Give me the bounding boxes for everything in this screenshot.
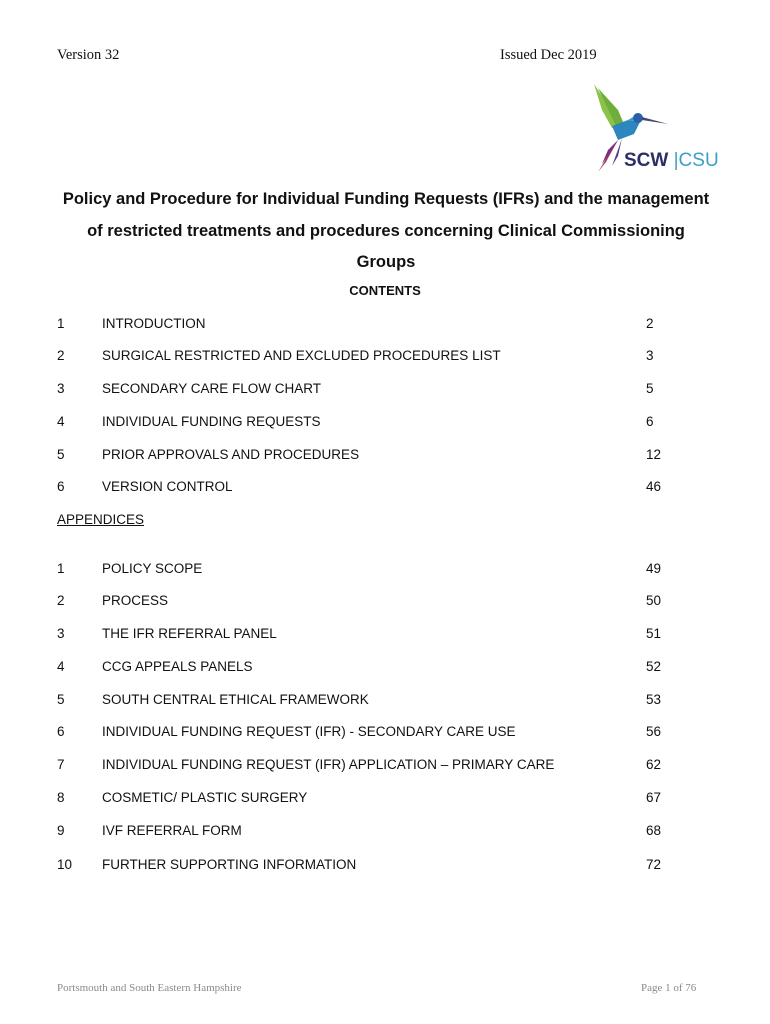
toc-page-number: 72 <box>646 857 662 872</box>
toc-number: 1 <box>57 316 65 331</box>
version-label: Version 32 <box>57 47 120 63</box>
toc-page-number: 52 <box>646 659 662 674</box>
logo-separator: | <box>673 150 679 171</box>
logo-text-scw: SCW <box>624 150 669 171</box>
toc-number: 3 <box>57 381 65 396</box>
toc-number: 4 <box>57 659 65 674</box>
toc-page-number: 50 <box>646 593 662 608</box>
appendix-entry[interactable] <box>0 692 770 712</box>
appendix-entry[interactable] <box>0 626 770 646</box>
toc-label: SOUTH CENTRAL ETHICAL FRAMEWORK <box>102 692 369 707</box>
contents-heading: CONTENTS <box>349 283 421 298</box>
toc-label: PROCESS <box>102 593 169 608</box>
toc-label: SURGICAL RESTRICTED AND EXCLUDED PROCEDURES LIST <box>102 348 501 363</box>
scw-csu-logo <box>588 80 718 180</box>
footer-page-number: Page 1 of 76 <box>641 982 697 994</box>
toc-page-number: 5 <box>646 381 654 396</box>
toc-page-number: 62 <box>646 757 662 772</box>
contents-entry[interactable] <box>0 381 770 401</box>
toc-number: 9 <box>57 823 65 838</box>
toc-number: 7 <box>57 757 65 772</box>
appendix-entry[interactable] <box>0 857 770 877</box>
toc-label: INDIVIDUAL FUNDING REQUEST (IFR) APPLICATION – PRIMARY CARE <box>102 757 555 772</box>
appendix-entry[interactable] <box>0 757 770 777</box>
toc-page-number: 2 <box>646 316 654 331</box>
toc-label: PRIOR APPROVALS AND PROCEDURES <box>102 447 360 462</box>
toc-number: 6 <box>57 479 65 494</box>
toc-label: VERSION CONTROL <box>102 479 233 494</box>
footer-organisation: Portsmouth and South Eastern Hampshire <box>57 982 242 994</box>
toc-page-number: 12 <box>646 447 662 462</box>
toc-label: COSMETIC/ PLASTIC SURGERY <box>102 790 308 805</box>
toc-page-number: 56 <box>646 724 662 739</box>
toc-page-number: 3 <box>646 348 654 363</box>
appendix-entry[interactable] <box>0 659 770 679</box>
toc-label: POLICY SCOPE <box>102 561 203 576</box>
contents-entry[interactable] <box>0 479 770 499</box>
appendix-entry[interactable] <box>0 561 770 581</box>
toc-label: INTRODUCTION <box>102 316 206 331</box>
contents-entry[interactable] <box>0 447 770 467</box>
toc-page-number: 49 <box>646 561 662 576</box>
appendices-heading: APPENDICES <box>57 512 145 527</box>
toc-number: 2 <box>57 348 65 363</box>
contents-entry[interactable] <box>0 414 770 434</box>
toc-page-number: 6 <box>646 414 654 429</box>
toc-number: 2 <box>57 593 65 608</box>
toc-label: CCG APPEALS PANELS <box>102 659 253 674</box>
contents-entry[interactable] <box>0 348 770 368</box>
appendix-entry[interactable] <box>0 823 770 843</box>
toc-label: INDIVIDUAL FUNDING REQUEST (IFR) - SECONDARY CARE USE <box>102 724 516 739</box>
toc-number: 5 <box>57 692 65 707</box>
toc-page-number: 51 <box>646 626 662 641</box>
toc-number: 3 <box>57 626 65 641</box>
toc-label: SECONDARY CARE FLOW CHART <box>102 381 322 396</box>
toc-number: 6 <box>57 724 65 739</box>
toc-page-number: 53 <box>646 692 662 707</box>
toc-page-number: 46 <box>646 479 662 494</box>
toc-number: 1 <box>57 561 65 576</box>
toc-page-number: 67 <box>646 790 662 805</box>
issued-date: Issued Dec 2019 <box>500 47 597 63</box>
toc-page-number: 68 <box>646 823 662 838</box>
appendix-entry[interactable] <box>0 593 770 613</box>
toc-number: 4 <box>57 414 65 429</box>
appendix-entry[interactable] <box>0 724 770 744</box>
toc-label: THE IFR REFERRAL PANEL <box>102 626 277 641</box>
toc-number: 10 <box>57 857 73 872</box>
toc-number: 8 <box>57 790 65 805</box>
contents-entry[interactable] <box>0 316 770 336</box>
toc-label: FURTHER SUPPORTING INFORMATION <box>102 857 357 872</box>
appendix-entry[interactable] <box>0 790 770 810</box>
document-title: Policy and Procedure for Individual Funding Requests (IFRs) and the management of restricted treatments and procedures concerning Clinical Commissioning Groups <box>62 190 710 271</box>
toc-label: IVF REFERRAL FORM <box>102 823 242 838</box>
toc-label: INDIVIDUAL FUNDING REQUESTS <box>102 414 321 429</box>
toc-number: 5 <box>57 447 65 462</box>
logo-text-csu: CSU <box>678 150 719 171</box>
